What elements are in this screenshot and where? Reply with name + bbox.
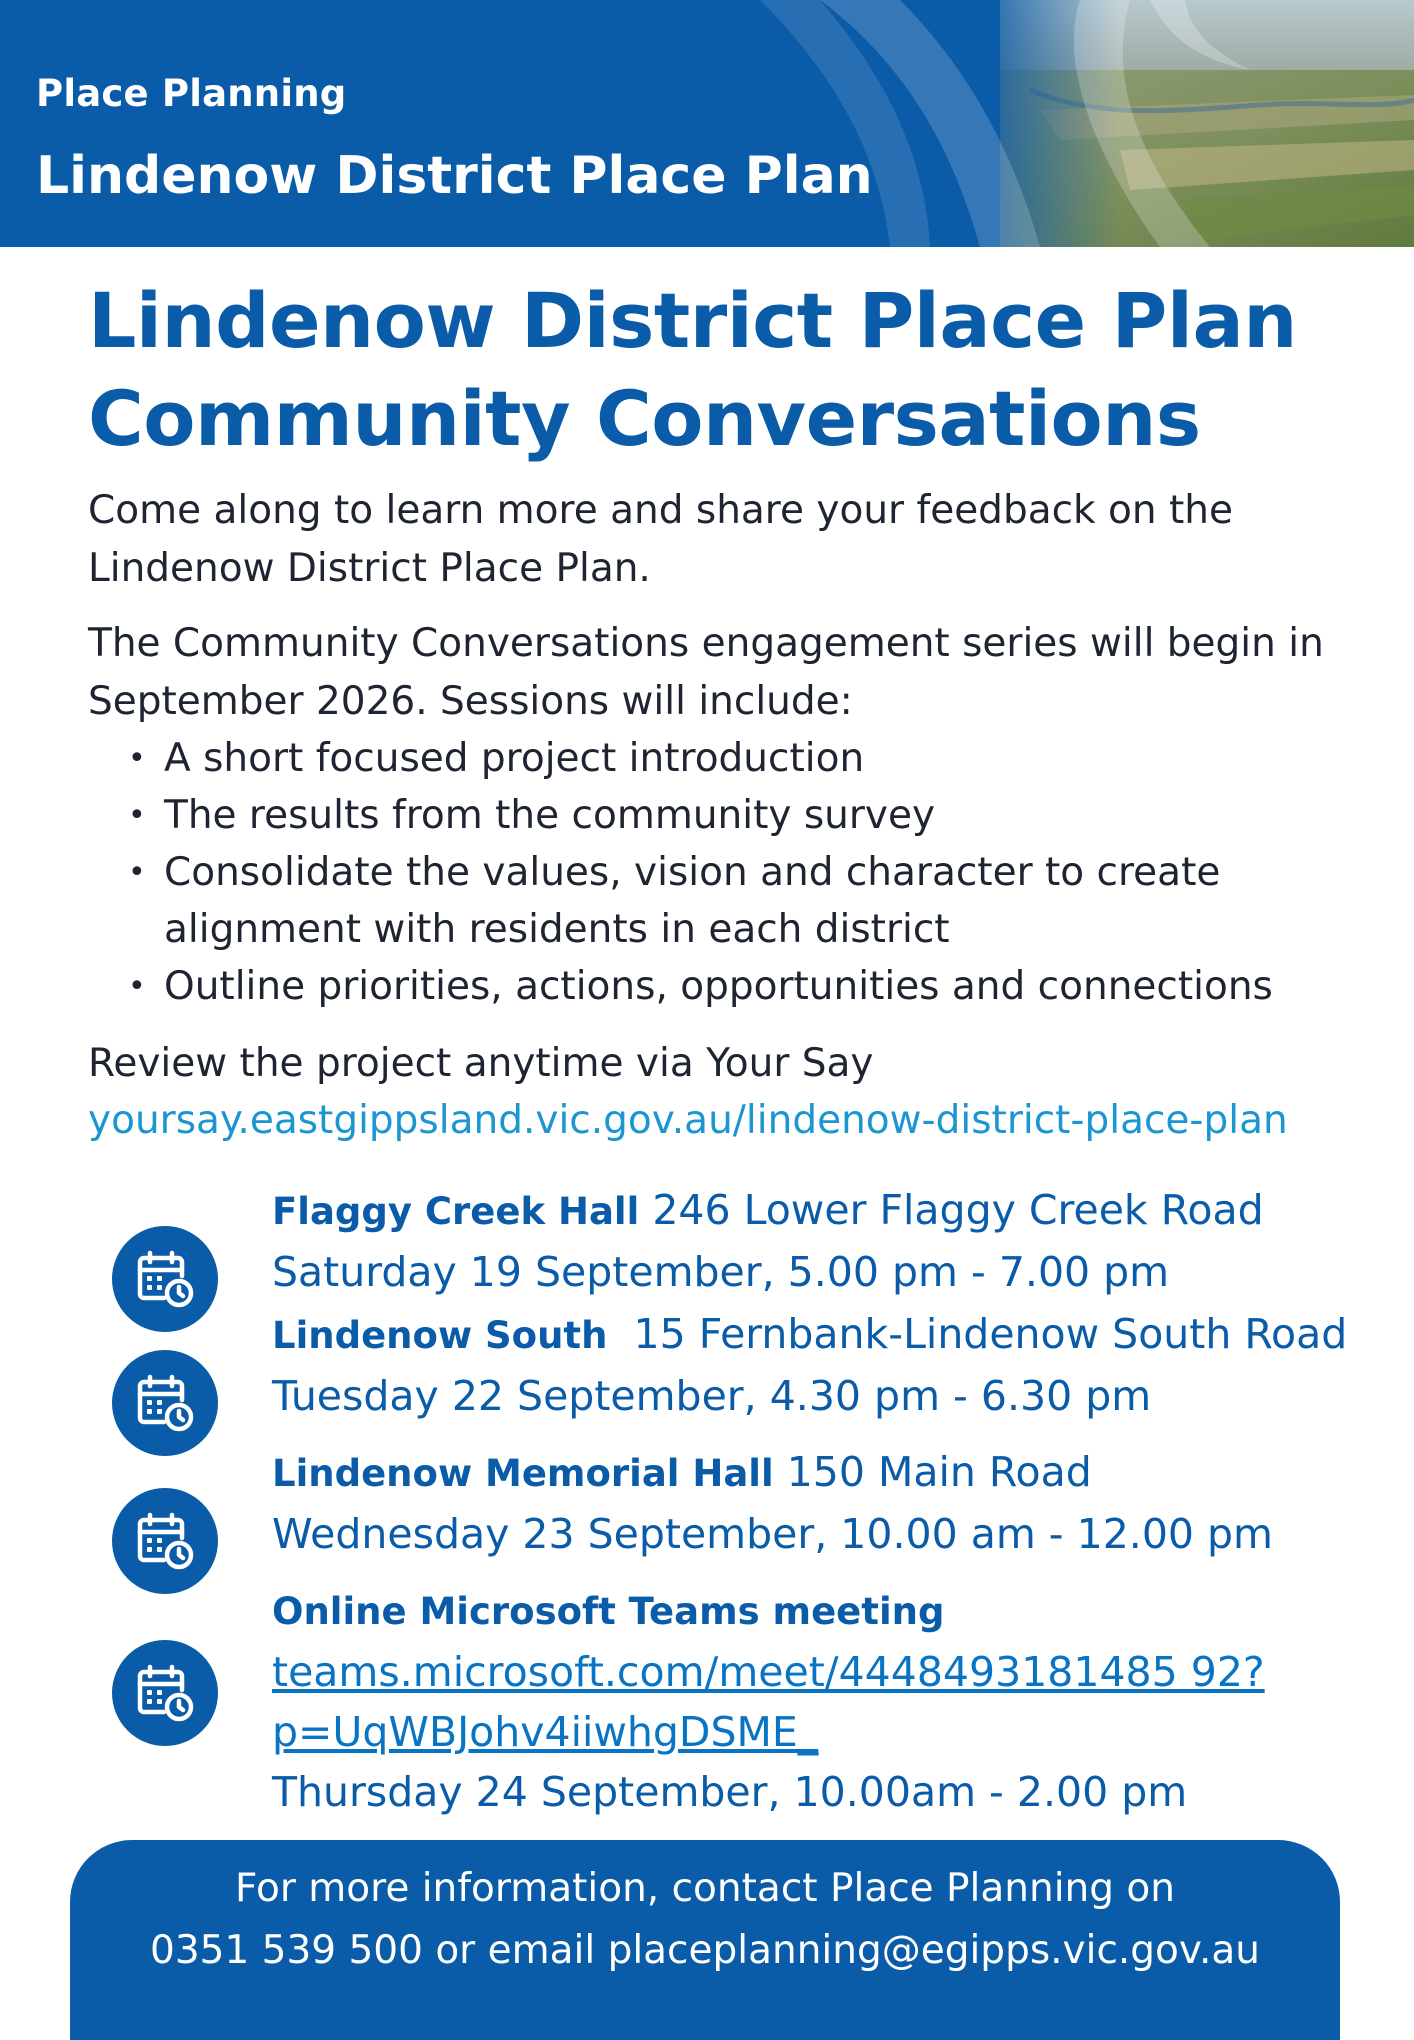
footer-line-1: For more information, contact Place Planning on [234,1866,1176,1911]
page-title-line-2: Community Conversations [88,374,1201,463]
contact-footer [70,1840,1340,2040]
header-title: Lindenow District Place Plan [36,146,873,206]
calendar-clock-icon [112,1226,218,1332]
session-venue: Lindenow Memorial Hall [272,1452,774,1495]
series-paragraph-line-1: The Community Conversations engagement series will begin in [88,621,1324,666]
intro-paragraph-line-2: Lindenow District Place Plan. [88,546,651,591]
session-venue: Flaggy Creek Hall [272,1190,640,1233]
session-datetime: Wednesday 23 September, 10.00 am - 12.00 pm [272,1510,1273,1558]
yoursay-link[interactable]: yoursay.eastgippsland.vic.gov.au/lindenow-district-place-plan [88,1098,1288,1143]
header-banner [0,0,1414,247]
session-points-list [88,730,1338,1015]
series-paragraph-line-2: September 2026. Sessions will include: [88,679,853,724]
series-paragraph [88,615,1338,731]
intro-paragraph [88,482,1338,598]
list-item: • Consolidate the values, vision and character to create alignment with residents in each district [88,844,1338,958]
list-item: • Outline priorities, actions, opportunities and connections [88,958,1338,1015]
review-text: Review the project anytime via Your Say [88,1041,874,1086]
teams-link-line-2: p=UqWBJohv4iiwhgDSME_ [272,1708,819,1756]
session-address: 15 Fernbank-Lindenow South Road [607,1310,1348,1358]
session-datetime: Saturday 19 September, 5.00 pm - 7.00 pm [272,1248,1170,1296]
header-landscape-image [0,0,1414,247]
session-address: 246 Lower Flaggy Creek Road [639,1186,1264,1234]
session-venue: Online Microsoft Teams meeting [272,1590,945,1633]
calendar-clock-icon [112,1488,218,1594]
teams-meeting-link[interactable] [272,1648,1265,1756]
page-title [88,272,1297,468]
session-datetime: Thursday 24 September, 10.00am - 2.00 pm [272,1768,1188,1816]
page-title-line-1: Lindenow District Place Plan [88,276,1297,365]
intro-paragraph-line-1: Come along to learn more and share your feedback on the [88,488,1233,533]
calendar-clock-icon [112,1640,218,1746]
session-venue: Lindenow South [272,1314,608,1357]
footer-line-2: 0351 539 500 or email placeplanning@egipps.vic.gov.au [150,1928,1260,1973]
teams-link-line-1: teams.microsoft.com/meet/4448493181485 92? [272,1648,1265,1696]
calendar-clock-icon [112,1350,218,1456]
header-kicker: Place Planning [36,72,347,115]
session-address: 150 Main Road [773,1448,1092,1496]
session-datetime: Tuesday 22 September, 4.30 pm - 6.30 pm [272,1372,1152,1420]
list-item: • The results from the community survey [88,787,1338,844]
list-item: • A short focused project introduction [88,730,1338,787]
